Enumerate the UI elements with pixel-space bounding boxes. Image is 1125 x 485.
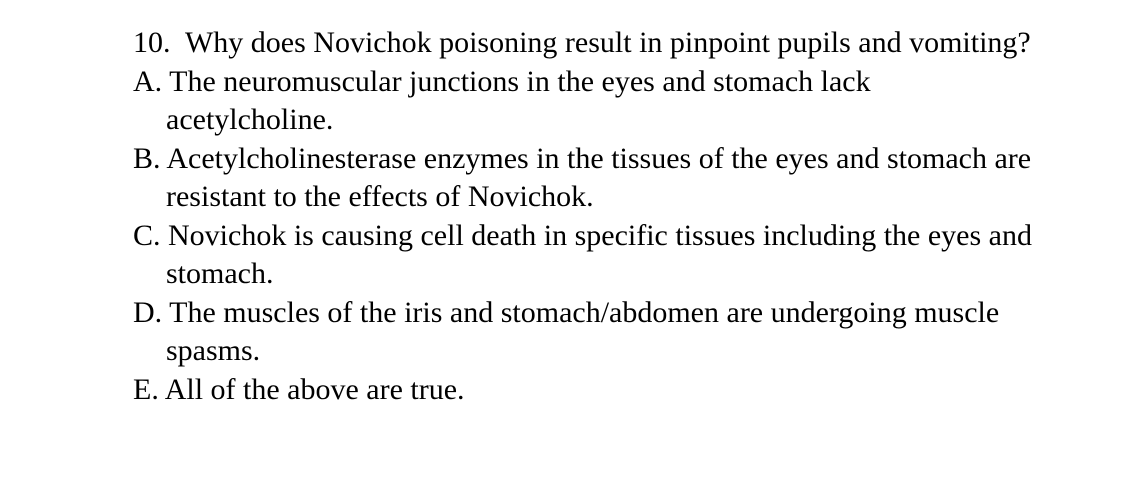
answer-options <box>133 63 1033 410</box>
option-text: Novichok is causing cell death in specific tissues including the eyes and stomach. <box>166 218 1032 290</box>
option-text: All of the above are true. <box>164 372 465 406</box>
option-d <box>133 294 1033 371</box>
option-letter: A. <box>133 64 163 98</box>
option-e <box>133 371 1033 410</box>
option-text: Acetylcholinesterase enzymes in the tissues of the eyes and stomach are resistant to the effects of Novichok. <box>166 141 1032 213</box>
option-letter: D. <box>133 295 163 329</box>
option-letter: B. <box>133 141 161 175</box>
option-letter: E. <box>133 372 159 406</box>
option-letter: C. <box>133 218 161 252</box>
option-a <box>133 63 1033 140</box>
option-b <box>133 140 1033 217</box>
question-number: 10. <box>133 26 171 59</box>
question-text: Why does Novichok poisoning result in pinpoint pupils and vomiting? <box>184 26 1031 59</box>
question-stem <box>133 24 1033 63</box>
option-c <box>133 217 1033 294</box>
option-text: The muscles of the iris and stomach/abdomen are undergoing muscle spasms. <box>166 295 1000 367</box>
question-block <box>133 24 1033 409</box>
option-text: The neuromuscular junctions in the eyes and stomach lack acetylcholine. <box>166 64 871 136</box>
